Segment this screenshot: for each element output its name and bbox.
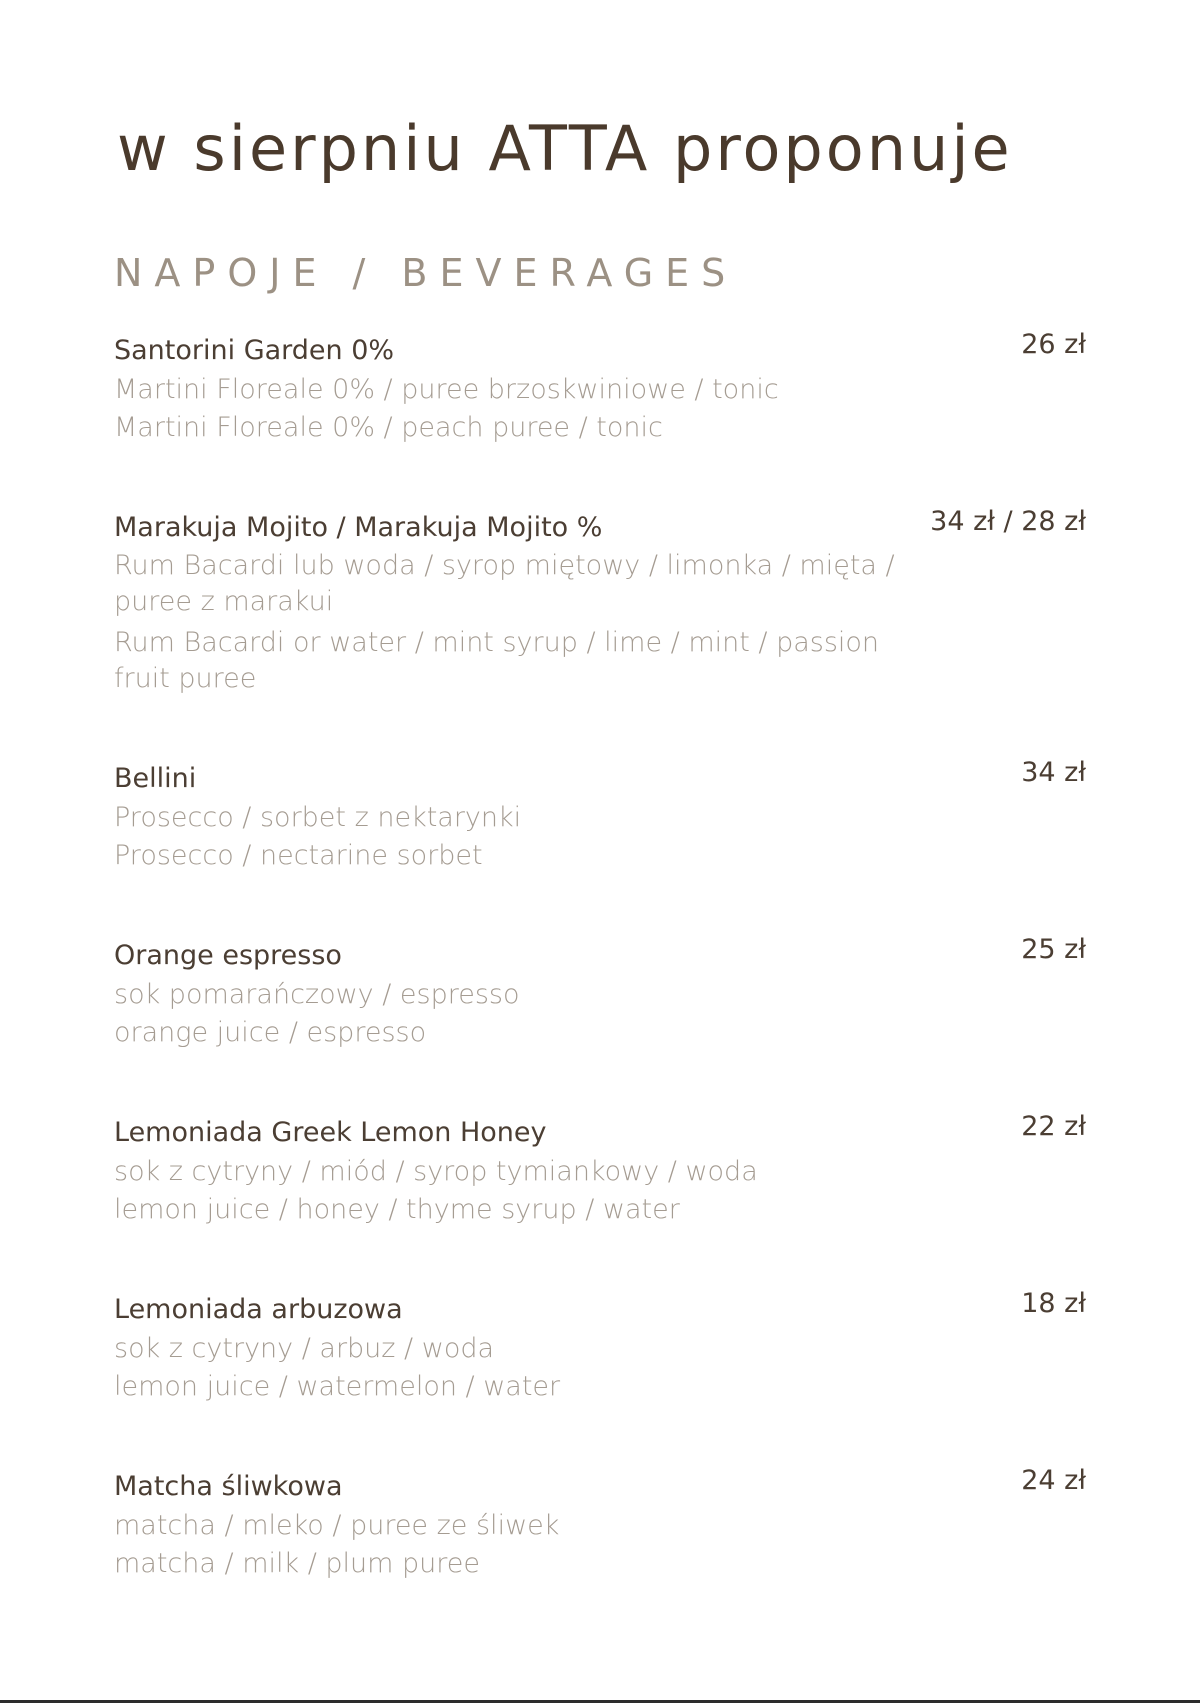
item-name: Santorini Garden 0% (114, 335, 395, 366)
item-name: Marakuja Mojito / Marakuja Mojito % (114, 512, 603, 543)
menu-item-marakuja-mojito (114, 508, 1086, 759)
item-price: 18 zł (1021, 1288, 1086, 1319)
menu-item-orange-espresso (114, 936, 1086, 1113)
item-description-pl: Martini Floreale 0% / puree brzoskwiniowe / tonic (114, 374, 779, 405)
item-description-pl: Prosecco / sorbet z nektarynki (114, 802, 522, 833)
item-price: 34 zł (1021, 757, 1086, 788)
item-description-pl: sok z cytryny / arbuz / woda (114, 1333, 495, 1364)
item-name: Orange espresso (114, 940, 342, 971)
item-description-en: matcha / milk / plum puree (114, 1548, 481, 1579)
item-description-en: Martini Floreale 0% / peach puree / tonic (114, 412, 663, 443)
item-description-en: lemon juice / honey / thyme syrup / water (114, 1194, 680, 1225)
item-name: Lemoniada Greek Lemon Honey (114, 1117, 547, 1148)
item-name: Lemoniada arbuzowa (114, 1294, 403, 1325)
menu-item-lemoniada-greek (114, 1113, 1086, 1290)
menu-item-matcha-sliwkowa (114, 1467, 1086, 1644)
item-description-pl: matcha / mleko / puree ze śliwek (114, 1510, 560, 1541)
section-heading: NAPOJE / BEVERAGES (114, 251, 738, 295)
menu-item-lemoniada-arbuzowa (114, 1290, 1086, 1467)
menu-item-bellini (114, 759, 1086, 936)
item-price: 26 zł (1021, 329, 1086, 360)
item-name: Matcha śliwkowa (114, 1471, 343, 1502)
item-description-pl: Rum Bacardi lub woda / syrop miętowy / limonka / mięta / puree z marakui (114, 550, 895, 617)
menu-item-santorini-garden (114, 331, 1086, 508)
item-price: 34 zł / 28 zł (930, 506, 1086, 537)
item-description-en: Rum Bacardi or water / mint syrup / lime / mint / passion fruit puree (114, 627, 880, 694)
item-name: Bellini (114, 763, 197, 794)
item-description-en: lemon juice / watermelon / water (114, 1371, 561, 1402)
item-price: 24 zł (1021, 1465, 1086, 1496)
item-description-en: orange juice / espresso (114, 1017, 427, 1048)
item-price: 25 zł (1021, 934, 1086, 965)
item-description-pl: sok z cytryny / miód / syrop tymiankowy / woda (114, 1156, 758, 1187)
item-price: 22 zł (1021, 1111, 1086, 1142)
page-title: w sierpniu ATTA proponuje (117, 112, 1013, 185)
item-description-pl: sok pomarańczowy / espresso (114, 979, 520, 1010)
item-description-en: Prosecco / nectarine sorbet (114, 840, 483, 871)
menu-list (114, 331, 1086, 1644)
